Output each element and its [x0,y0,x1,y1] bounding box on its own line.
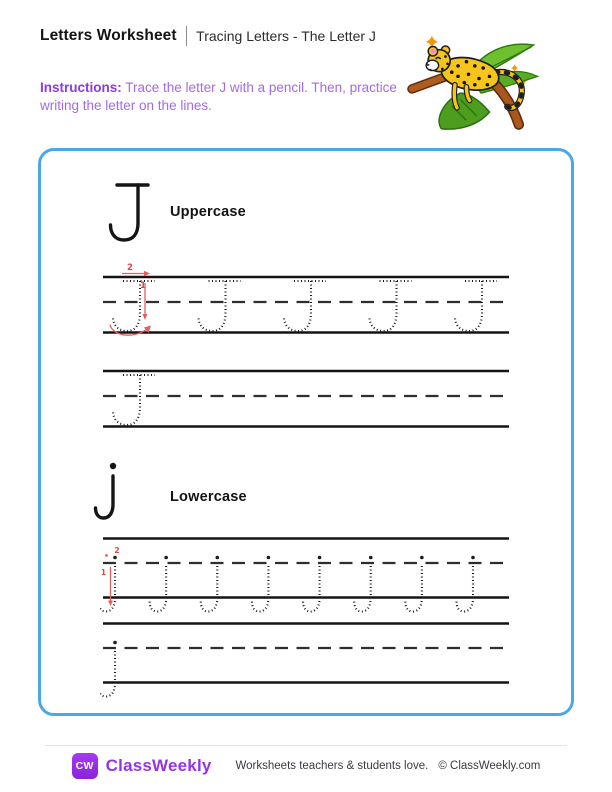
uppercase-label: Uppercase [170,204,246,220]
uppercase-display-letter [105,178,155,244]
footer-divider [45,745,567,746]
instructions [40,79,422,115]
trace-row-lowercase-1 [100,530,512,615]
lowercase-label: Lowercase [170,489,247,505]
stroke-hint-1: 1 [100,568,107,577]
trace-row-uppercase-2 [100,352,512,438]
lowercase-display-letter [93,458,125,524]
stroke-hint-2: 2 [127,263,133,273]
header [40,26,376,46]
header-divider [186,26,188,46]
logo-text: CW [75,760,94,772]
instructions-text: Trace the letter J with a pencil. Then, practice writing the letter on the lines. [40,80,397,114]
trace-row-uppercase-1 [100,258,512,344]
instructions-label: Instructions: [40,80,122,95]
footer-copyright: © ClassWeekly.com [438,760,541,772]
leopard-illustration [405,24,553,134]
footer-tagline: Worksheets teachers & students love. [235,760,429,772]
page-title: Letters Worksheet [40,27,177,44]
footer [0,753,612,779]
trace-row-lowercase-2 [100,615,512,700]
brand-name: ClassWeekly [105,756,212,775]
stroke-hint-1: 1 [140,281,146,291]
stroke-hint-2: 2 [114,546,120,555]
page-subtitle: Tracing Letters - The Letter J [196,28,376,44]
classweekly-logo-icon [72,753,98,779]
